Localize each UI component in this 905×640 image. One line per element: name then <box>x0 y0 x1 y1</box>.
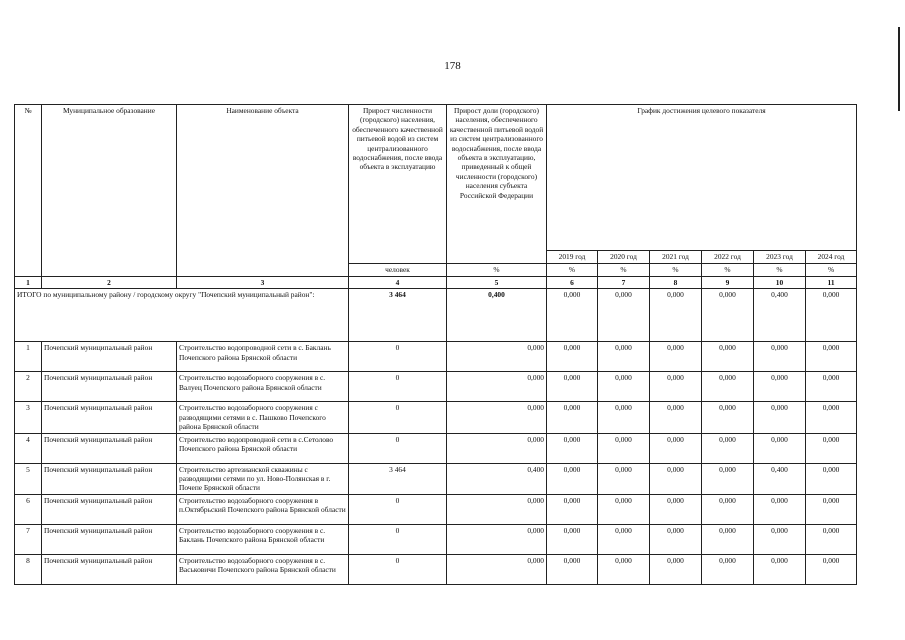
row-number: 8 <box>15 554 42 584</box>
row-year-value: 0,000 <box>547 372 598 402</box>
row-share: 0,000 <box>447 433 547 463</box>
row-year-value: 0,000 <box>754 342 806 372</box>
row-year-value: 0,000 <box>650 494 702 524</box>
column-number: 6 <box>547 277 598 289</box>
total-people: 3 464 <box>349 289 447 342</box>
row-year-value: 0,000 <box>547 433 598 463</box>
row-object-name: Строительство водозаборного сооружения в с. Баклань Почепского района Брянской области <box>177 524 349 554</box>
row-year-value: 0,000 <box>806 342 857 372</box>
row-share: 0,000 <box>447 372 547 402</box>
header-population-growth: Прирост численности (городского) населения, обеспеченного качественной питьевой водой из систем централизованного водоснабжения, после ввода объекта в эксплуатацию <box>349 105 447 264</box>
row-share: 0,000 <box>447 402 547 433</box>
row-year-value: 0,000 <box>806 554 857 584</box>
row-year-value: 0,000 <box>650 433 702 463</box>
table-row <box>15 554 857 584</box>
row-year-value: 0,000 <box>754 524 806 554</box>
row-year-value: 0,000 <box>598 463 650 494</box>
row-year-value: 0,000 <box>702 372 754 402</box>
row-year-value: 0,000 <box>702 524 754 554</box>
row-year-value: 0,000 <box>754 554 806 584</box>
column-numbers-row <box>15 277 857 289</box>
row-year-value: 0,000 <box>547 463 598 494</box>
row-year-value: 0,000 <box>702 433 754 463</box>
row-year-value: 0,000 <box>547 554 598 584</box>
row-year-value: 0,000 <box>702 402 754 433</box>
row-year-value: 0,000 <box>598 524 650 554</box>
scan-edge-mark <box>898 27 900 111</box>
row-number: 1 <box>15 342 42 372</box>
header-year: 2020 год <box>598 251 650 264</box>
row-number: 5 <box>15 463 42 494</box>
row-year-value: 0,000 <box>547 342 598 372</box>
row-municipality: Почепский муниципальный район <box>42 524 177 554</box>
row-people: 0 <box>349 342 447 372</box>
row-object-name: Строительство водопроводной сети в с.Сетолово Почепского района Брянской области <box>177 433 349 463</box>
row-number: 2 <box>15 372 42 402</box>
row-number: 7 <box>15 524 42 554</box>
row-year-value: 0,000 <box>702 554 754 584</box>
row-year-value: 0,000 <box>598 402 650 433</box>
unit-percent: % <box>547 264 598 277</box>
total-year-value: 0,400 <box>754 289 806 342</box>
row-year-value: 0,000 <box>547 402 598 433</box>
row-object-name: Строительство водозаборного сооружения в с. Валуец Почепского района Брянской области <box>177 372 349 402</box>
row-object-name: Строительство водозаборного сооружения в с. Васьковичи Почепского района Брянской области <box>177 554 349 584</box>
data-rows <box>15 342 857 584</box>
row-number: 6 <box>15 494 42 524</box>
header-year: 2023 год <box>754 251 806 264</box>
column-number: 1 <box>15 277 42 289</box>
row-year-value: 0,000 <box>806 372 857 402</box>
unit-percent: % <box>447 264 547 277</box>
row-share: 0,000 <box>447 554 547 584</box>
unit-percent: % <box>806 264 857 277</box>
page-number: 178 <box>444 60 461 72</box>
row-year-value: 0,000 <box>547 494 598 524</box>
table-row <box>15 433 857 463</box>
row-municipality: Почепский муниципальный район <box>42 463 177 494</box>
row-year-value: 0,000 <box>547 524 598 554</box>
unit-percent: % <box>754 264 806 277</box>
row-people: 3 464 <box>349 463 447 494</box>
row-year-value: 0,000 <box>702 342 754 372</box>
header-year: 2022 год <box>702 251 754 264</box>
row-people: 0 <box>349 524 447 554</box>
header-object: Наименование объекта <box>177 105 349 277</box>
total-share: 0,400 <box>447 289 547 342</box>
row-number: 4 <box>15 433 42 463</box>
row-year-value: 0,000 <box>598 342 650 372</box>
header-no: № <box>15 105 42 277</box>
total-year-value: 0,000 <box>702 289 754 342</box>
row-year-value: 0,000 <box>650 372 702 402</box>
column-number: 10 <box>754 277 806 289</box>
row-year-value: 0,000 <box>650 554 702 584</box>
table-row <box>15 342 857 372</box>
column-number: 3 <box>177 277 349 289</box>
row-people: 0 <box>349 494 447 524</box>
row-year-value: 0,000 <box>702 463 754 494</box>
row-object-name: Строительство водопроводной сети в с. Баклань Почепского района Брянской области <box>177 342 349 372</box>
row-year-value: 0,000 <box>806 524 857 554</box>
row-year-value: 0,000 <box>650 342 702 372</box>
row-municipality: Почепский муниципальный район <box>42 433 177 463</box>
unit-people: человек <box>349 264 447 277</box>
row-year-value: 0,400 <box>754 463 806 494</box>
table-row <box>15 494 857 524</box>
row-municipality: Почепский муниципальный район <box>42 402 177 433</box>
table-row <box>15 372 857 402</box>
row-year-value: 0,000 <box>806 494 857 524</box>
column-number: 11 <box>806 277 857 289</box>
row-year-value: 0,000 <box>806 463 857 494</box>
row-year-value: 0,000 <box>754 372 806 402</box>
header-row <box>15 105 857 251</box>
row-year-value: 0,000 <box>754 494 806 524</box>
row-share: 0,000 <box>447 494 547 524</box>
row-municipality: Почепский муниципальный район <box>42 372 177 402</box>
column-number: 9 <box>702 277 754 289</box>
header-municipality: Муниципальное образование <box>42 105 177 277</box>
row-share: 0,000 <box>447 342 547 372</box>
table-row <box>15 524 857 554</box>
row-object-name: Строительство водозаборного сооружения с разводящими сетями в с. Пашково Почепского района Брянской области <box>177 402 349 433</box>
row-year-value: 0,000 <box>650 402 702 433</box>
row-year-value: 0,000 <box>598 372 650 402</box>
target-indicator-table <box>14 104 857 585</box>
row-year-value: 0,000 <box>598 554 650 584</box>
column-number: 8 <box>650 277 702 289</box>
row-year-value: 0,000 <box>598 433 650 463</box>
total-label: ИТОГО по муниципальному району / городскому округу "Почепский муниципальный район": <box>15 289 349 342</box>
row-year-value: 0,000 <box>806 402 857 433</box>
header-year: 2021 год <box>650 251 702 264</box>
header-share-growth: Прирост доли (городского) населения, обеспеченного качественной питьевой водой из систем централизованного водоснабжения, после ввода объекта в эксплуатацию, приведенный к общей численности (городского) населения субъекта Российской Федерации <box>447 105 547 264</box>
row-object-name: Строительство водозаборного сооружения в п.Октябрьский Почепского района Брянской области <box>177 494 349 524</box>
column-number: 2 <box>42 277 177 289</box>
row-year-value: 0,000 <box>754 402 806 433</box>
row-municipality: Почепский муниципальный район <box>42 342 177 372</box>
row-share: 0,400 <box>447 463 547 494</box>
row-object-name: Строительство артезианской скважины с разводящими сетями по ул. Ново-Полянская в г. Почепе Брянской области <box>177 463 349 494</box>
column-number: 7 <box>598 277 650 289</box>
column-number: 4 <box>349 277 447 289</box>
row-people: 0 <box>349 402 447 433</box>
unit-percent: % <box>650 264 702 277</box>
row-share: 0,000 <box>447 524 547 554</box>
row-year-value: 0,000 <box>650 463 702 494</box>
row-year-value: 0,000 <box>754 433 806 463</box>
row-year-value: 0,000 <box>650 524 702 554</box>
header-schedule: График достижения целевого показателя <box>547 105 857 251</box>
column-number: 5 <box>447 277 547 289</box>
total-row <box>15 289 857 342</box>
table-row <box>15 463 857 494</box>
row-people: 0 <box>349 554 447 584</box>
unit-percent: % <box>598 264 650 277</box>
total-year-value: 0,000 <box>598 289 650 342</box>
total-year-value: 0,000 <box>806 289 857 342</box>
header-year: 2024 год <box>806 251 857 264</box>
unit-percent: % <box>702 264 754 277</box>
row-year-value: 0,000 <box>806 433 857 463</box>
row-year-value: 0,000 <box>598 494 650 524</box>
row-municipality: Почепский муниципальный район <box>42 494 177 524</box>
table-row <box>15 402 857 433</box>
row-people: 0 <box>349 433 447 463</box>
total-year-value: 0,000 <box>650 289 702 342</box>
row-year-value: 0,000 <box>702 494 754 524</box>
row-number: 3 <box>15 402 42 433</box>
row-municipality: Почепский муниципальный район <box>42 554 177 584</box>
total-year-value: 0,000 <box>547 289 598 342</box>
row-people: 0 <box>349 372 447 402</box>
header-year: 2019 год <box>547 251 598 264</box>
